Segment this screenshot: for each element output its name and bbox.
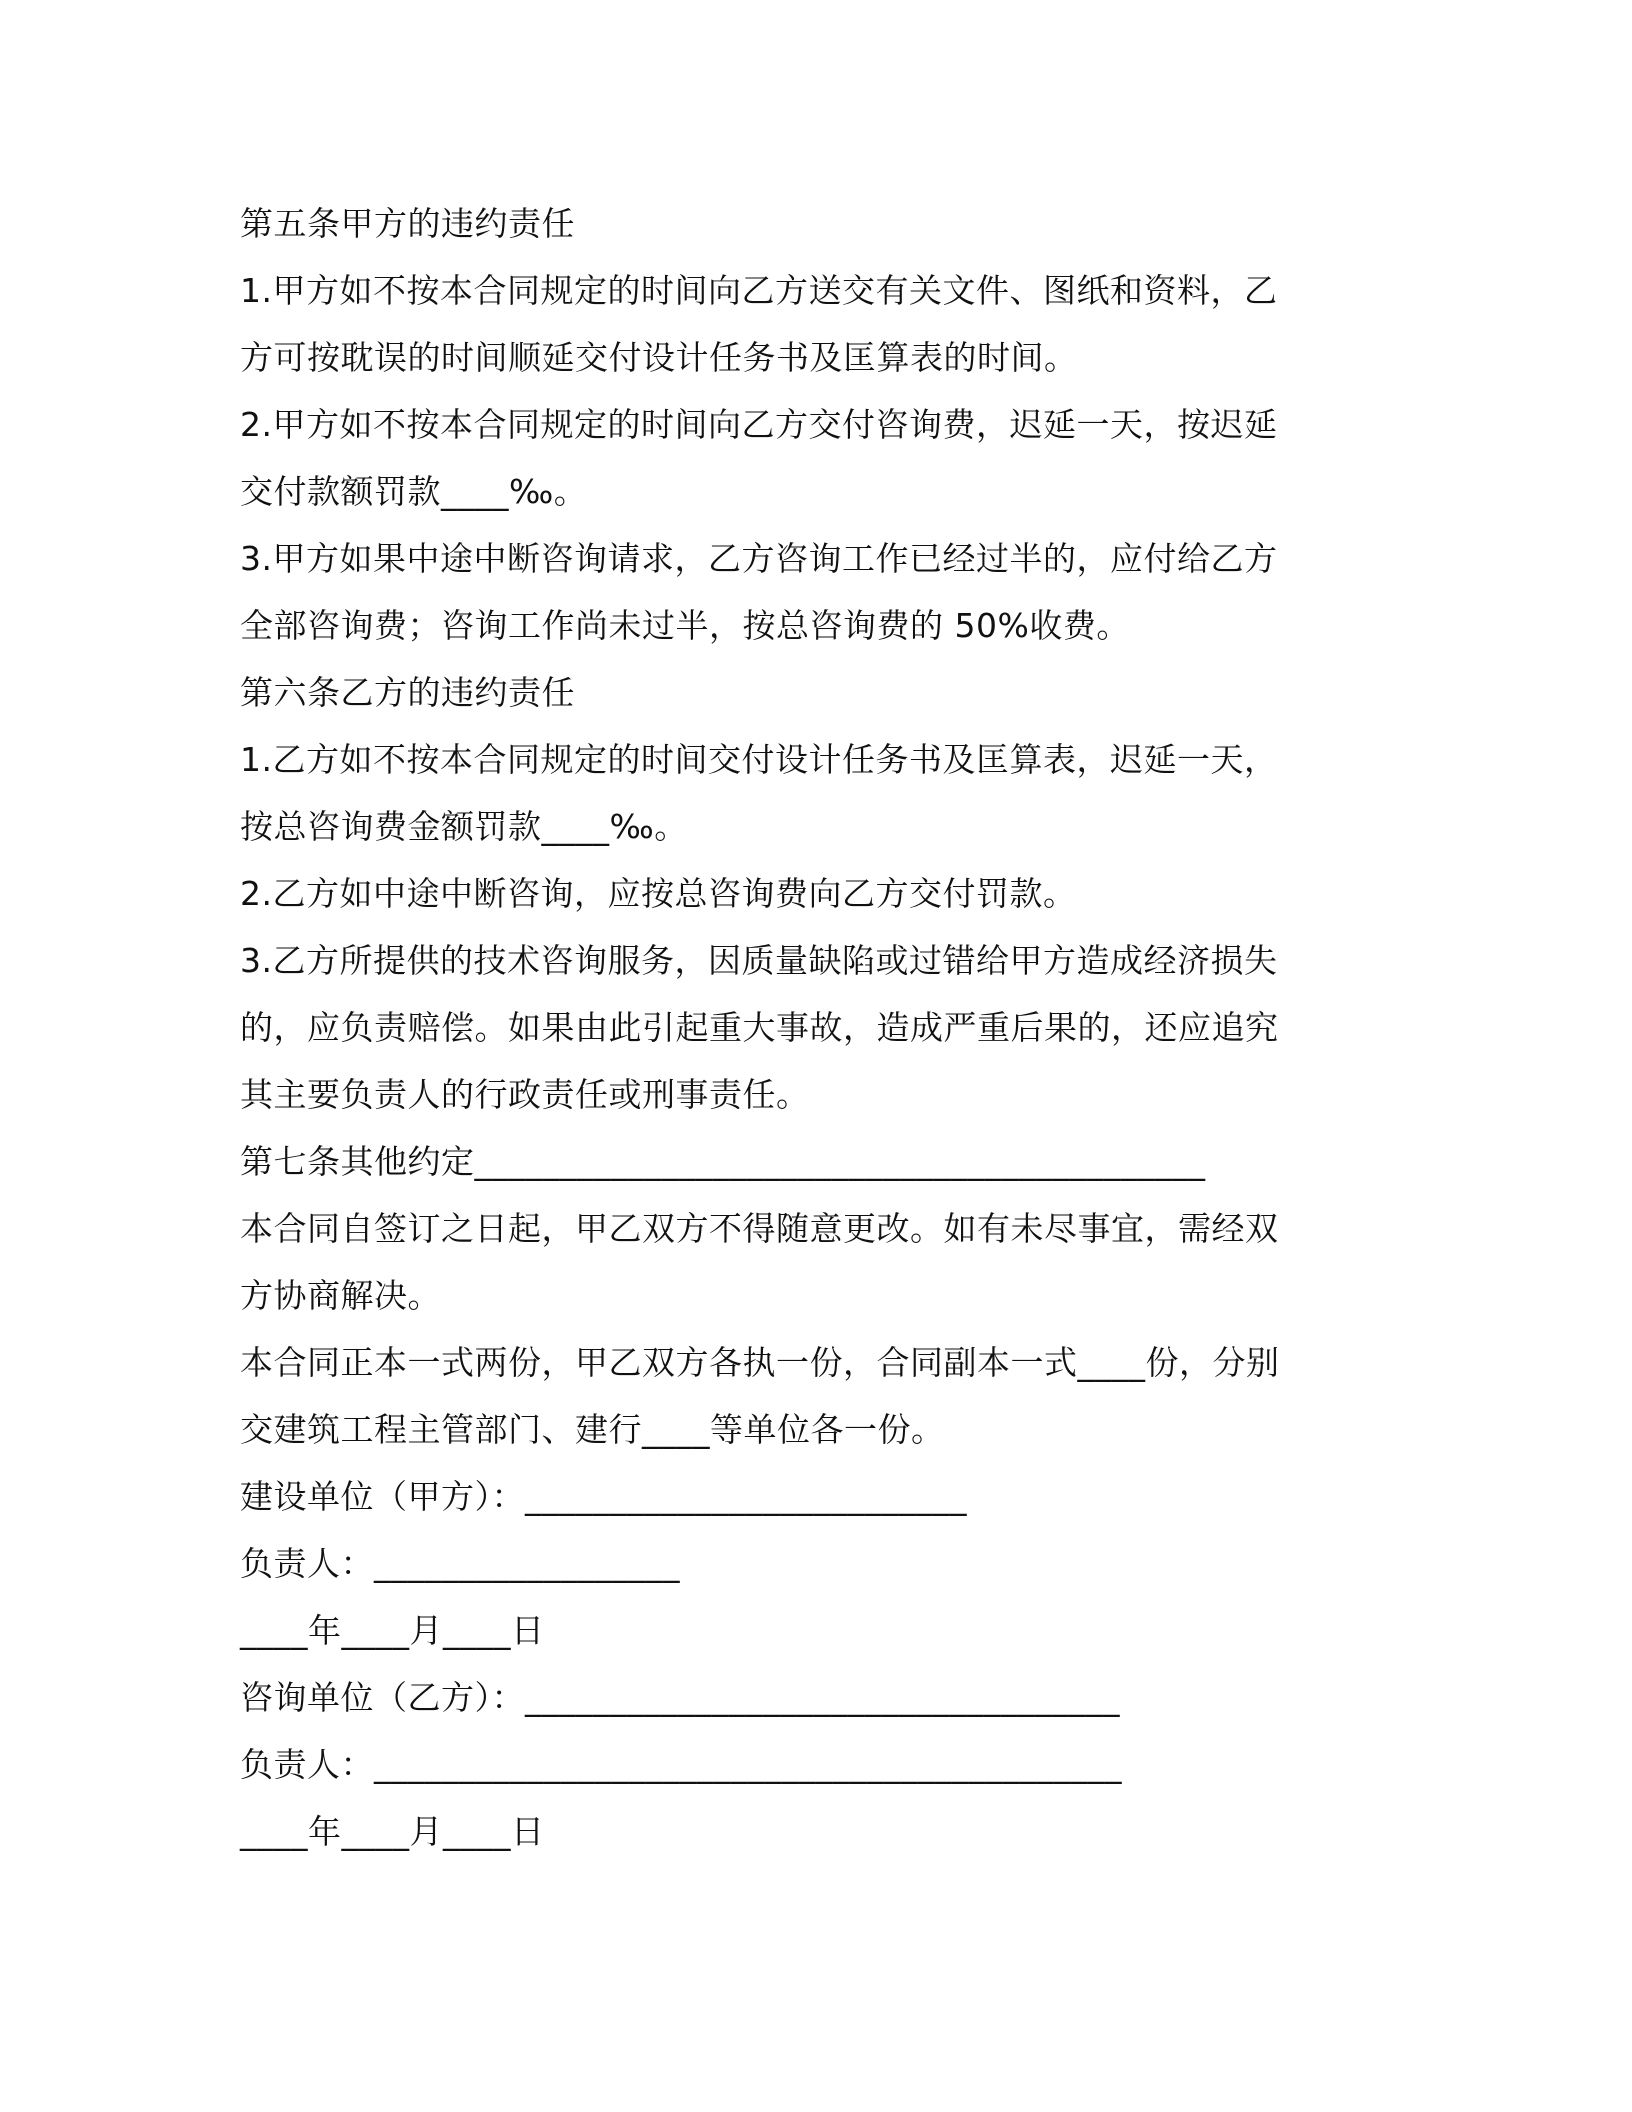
section-6-clause-1-line-1: 1.乙方如不按本合同规定的时间交付设计任务书及匡算表，迟延一天， xyxy=(240,740,1278,779)
section-5-clause-3-line-1: 3.甲方如果中途中断咨询请求，乙方咨询工作已经过半的，应付给乙方 xyxy=(240,539,1278,578)
party-b-date: ____年____月____日 xyxy=(240,1812,545,1851)
copies-paragraph-line-1: 本合同正本一式两份，甲乙双方各执一份，合同副本一式____份，分别 xyxy=(240,1343,1280,1382)
section-7-heading: 第七条其他约定___________________________________________ xyxy=(240,1142,1206,1181)
contract-body xyxy=(240,190,1400,1865)
section-5-clause-2-line-1: 2.甲方如不按本合同规定的时间向乙方交付咨询费，迟延一天，按迟延 xyxy=(240,405,1278,444)
party-a-date: ____年____月____日 xyxy=(240,1611,545,1650)
section-5-heading: 第五条甲方的违约责任 xyxy=(240,204,575,243)
party-b-responsible-person: 负责人：____________________________________________ xyxy=(240,1745,1122,1784)
party-b-unit: 咨询单位（乙方）：___________________________________ xyxy=(240,1678,1120,1717)
party-a-responsible-person: 负责人：__________________ xyxy=(240,1544,680,1583)
section-5-clause-2-line-2: 交付款额罚款____‰。 xyxy=(240,472,588,511)
section-5-clause-3-line-2: 全部咨询费；咨询工作尚未过半，按总咨询费的 50%收费。 xyxy=(240,606,1130,645)
section-6-clause-3-line-2: 的，应负责赔偿。如果由此引起重大事故，造成严重后果的，还应追究 xyxy=(240,1008,1279,1047)
amendment-paragraph-line-2: 方协商解决。 xyxy=(240,1276,441,1315)
amendment-paragraph-line-1: 本合同自签订之日起，甲乙双方不得随意更改。如有未尽事宜，需经双 xyxy=(240,1209,1279,1248)
section-6-clause-3-line-3: 其主要负责人的行政责任或刑事责任。 xyxy=(240,1075,810,1114)
copies-paragraph-line-2: 交建筑工程主管部门、建行____等单位各一份。 xyxy=(240,1410,945,1449)
section-5-clause-1-line-2: 方可按耽误的时间顺延交付设计任务书及匡算表的时间。 xyxy=(240,338,1078,377)
section-6-clause-2: 2.乙方如中途中断咨询，应按总咨询费向乙方交付罚款。 xyxy=(240,874,1077,913)
section-6-clause-3-line-1: 3.乙方所提供的技术咨询服务，因质量缺陷或过错给甲方造成经济损失 xyxy=(240,941,1278,980)
section-5-clause-1-line-1: 1.甲方如不按本合同规定的时间向乙方送交有关文件、图纸和资料，乙 xyxy=(240,271,1278,310)
party-a-unit: 建设单位（甲方）：__________________________ xyxy=(240,1477,967,1516)
section-6-heading: 第六条乙方的违约责任 xyxy=(240,673,575,712)
section-6-clause-1-line-2: 按总咨询费金额罚款____‰。 xyxy=(240,807,688,846)
